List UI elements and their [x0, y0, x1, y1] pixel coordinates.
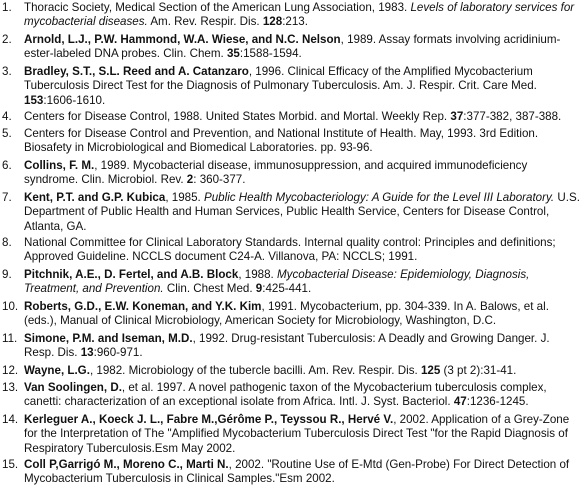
reference-text [24, 268, 581, 297]
reference-bold-segment: Roberts, G.D., E.W. Koneman, and Y.K. Kim [24, 300, 262, 313]
reference-text [24, 110, 581, 124]
reference-number: 15. [2, 458, 19, 471]
reference-number: 11. [2, 332, 18, 345]
reference-italic-segment: Public Health Mycobacteriology: A Guide for the Level III Laboratory. [204, 191, 555, 204]
reference-italic-segment: Mycobacterial Disease: Epidemiology, Diagnosis, Treatment, and Prevention. [24, 268, 530, 296]
reference-item [0, 381, 581, 410]
reference-bold-segment: 37 [450, 110, 464, 123]
reference-item [0, 33, 581, 62]
reference-text [24, 1, 581, 30]
reference-number: 9. [2, 268, 12, 281]
reference-item [0, 458, 581, 487]
reference-bold-segment: 125 [420, 364, 441, 377]
reference-segment: :377-382, 387-388. [463, 110, 562, 123]
reference-number: 12. [2, 364, 19, 377]
reference-bold-segment: 9 [255, 282, 263, 296]
reference-number: 6. [2, 159, 12, 172]
reference-text [24, 236, 581, 265]
reference-segment: Clin. Chest Med. [163, 282, 256, 296]
reference-bold-segment: 35 [226, 47, 240, 61]
reference-segment: :1606-1610. [43, 93, 106, 107]
reference-segment: National Committee for Clinical Laboratory Standards. Internal quality control: Principles and definitions; Approved Guideline. NCCLS document C24-A. Villanova, PA: NCCLS; 1991. [24, 236, 556, 264]
reference-bold-segment: Pitchnik, A.E., D. Fertel, and A.B. Block [24, 268, 239, 281]
reference-segment: , 2002. "Routine Use of E-Mtd (Gen-Probe) For Direct Detection of Mycobacterium Tuberculosis in Clinical Samples."Esm 2002. [24, 458, 570, 486]
reference-segment: :425-441. [262, 282, 312, 296]
reference-bold-segment: Kent, P.T. and G.P. Kubica [24, 191, 166, 204]
reference-segment: , 1982. Microbiology of the tubercle bacilli. Am. Rev. Respir. Dis. [89, 364, 421, 377]
reference-bold-segment: 2 [186, 173, 194, 187]
reference-number: 3. [2, 65, 12, 78]
reference-bold-segment: 13 [80, 346, 94, 360]
reference-bold-segment: Collins, F. M. [24, 159, 95, 172]
reference-text [24, 413, 581, 456]
reference-text [24, 159, 581, 188]
reference-segment: :213. [282, 15, 308, 29]
reference-segment: :960-971. [93, 346, 143, 360]
reference-bold-segment: Coll P,Garrigó M., Moreno C., Marti N. [24, 458, 229, 471]
reference-segment: :1236-1245. [466, 395, 529, 409]
reference-item [0, 110, 581, 124]
reference-segment: , et al. 1997. A novel pathogenic taxon of the Mycobacterium tuberculosis complex, canetti: characterization of an exceptional isolate from Africa. Intl. J. Syst. Bacteriol. [24, 381, 547, 409]
reference-item [0, 191, 581, 234]
reference-italic-segment: Levels of laboratory services for mycobacterial diseases. [24, 1, 575, 29]
reference-segment: Centers for Disease Control and Prevention, and National Institute of Health. May, 1993. 3rd Edition. Biosafety in Microbiological and Biomedical Laboratories. pp. 93-96. [24, 127, 539, 155]
reference-item [0, 65, 581, 108]
reference-bold-segment: Wayne, L.G. [24, 364, 90, 377]
reference-text [24, 381, 581, 410]
reference-number: 5. [2, 127, 12, 140]
reference-text [24, 458, 581, 487]
reference-bold-segment: 153 [24, 93, 44, 107]
reference-number: 10. [2, 300, 19, 313]
reference-segment: Centers for Disease Control, 1988. United States Morbid. and Mortal. Weekly Rep. [24, 110, 451, 123]
reference-bold-segment: 47 [453, 395, 467, 409]
reference-number: 4. [2, 110, 12, 123]
reference-item [0, 236, 581, 265]
reference-segment: , 1985. [165, 191, 204, 204]
reference-bold-segment: Arnold, L.J., P.W. Hammond, W.A. Wiese, and N.C. Nelson [24, 33, 341, 46]
reference-text [24, 300, 581, 329]
reference-segment: , 1989. Mycobacterial disease, immunosuppression, and acquired immunodeficiency syndrome. Clin. Microbiol. Rev. [24, 159, 528, 187]
reference-segment: , 1996. Clinical Efficacy of the Amplified Mycobacterium Tuberculosis Direct Test for the Diagnosis of Pulmonary Tuberculosis. Am. J. Respir. Crit. Care Med. [24, 65, 537, 93]
reference-number: 1. [2, 1, 12, 14]
reference-text [24, 127, 581, 156]
reference-segment: , 2002. Application of a Grey-Zone for the Interpretation of The "Amplified Mycobacterium Tuberculosis Direct Test "for the Rapid Diagnosis of Respiratory Tuberculosis.Esm May 2002. [24, 413, 570, 455]
reference-item [0, 127, 581, 156]
reference-number: 8. [2, 236, 12, 249]
reference-text [24, 332, 581, 361]
reference-number: 14. [2, 413, 19, 426]
reference-segment: , 1988. [238, 268, 277, 281]
reference-item [0, 268, 581, 297]
reference-text [24, 191, 581, 234]
reference-segment: (3 pt 2):31-41. [440, 364, 517, 377]
reference-item [0, 413, 581, 456]
reference-item [0, 1, 581, 30]
reference-segment: :1588-1594. [239, 47, 302, 61]
reference-bold-segment: Simone, P.M. and Iseman, M.D. [24, 332, 193, 345]
reference-segment: Am. Rev. Respir. Dis. [147, 15, 263, 29]
reference-item [0, 364, 581, 378]
reference-bold-segment: Bradley, S.T., S.L. Reed and A. Catanzaro [24, 65, 249, 78]
reference-number: 13. [2, 381, 19, 394]
reference-bold-segment: Van Soolingen, D. [24, 381, 122, 394]
reference-segment: : 360-377. [193, 173, 246, 187]
reference-number: 7. [2, 191, 12, 204]
reference-item [0, 300, 581, 329]
reference-text [24, 65, 581, 108]
reference-segment: , 1989. Assay formats involving acridinium-ester-labeled DNA probes. Clin. Chem. [24, 33, 561, 61]
reference-segment: , 1992. Drug-resistant Tuberculosis: A Deadly and Growing Danger. J. Resp. Dis. [24, 332, 550, 360]
reference-bold-segment: Kerleguer A., Koeck J. L., Fabre M.,Gérôme P., Teyssou R., Hervé V. [24, 413, 394, 426]
reference-text [24, 364, 581, 378]
reference-number: 2. [2, 33, 12, 46]
reference-segment: , 1991. Mycobacterium, pp. 304-339. In A. Balows, et al. (eds.), Manual of Clinical Microbiology, American Society for Microbiology, Washington, D.C. [24, 300, 549, 328]
reference-item [0, 332, 581, 361]
reference-segment: U.S. Department of Public Health and Human Services, Public Health Service, Centers for Disease Control, Atlanta, GA. [24, 191, 580, 233]
reference-segment: Thoracic Society, Medical Section of the American Lung Association, 1983. [24, 1, 411, 14]
reference-item [0, 159, 581, 188]
reference-bold-segment: 128 [262, 15, 283, 29]
reference-text [24, 33, 581, 62]
